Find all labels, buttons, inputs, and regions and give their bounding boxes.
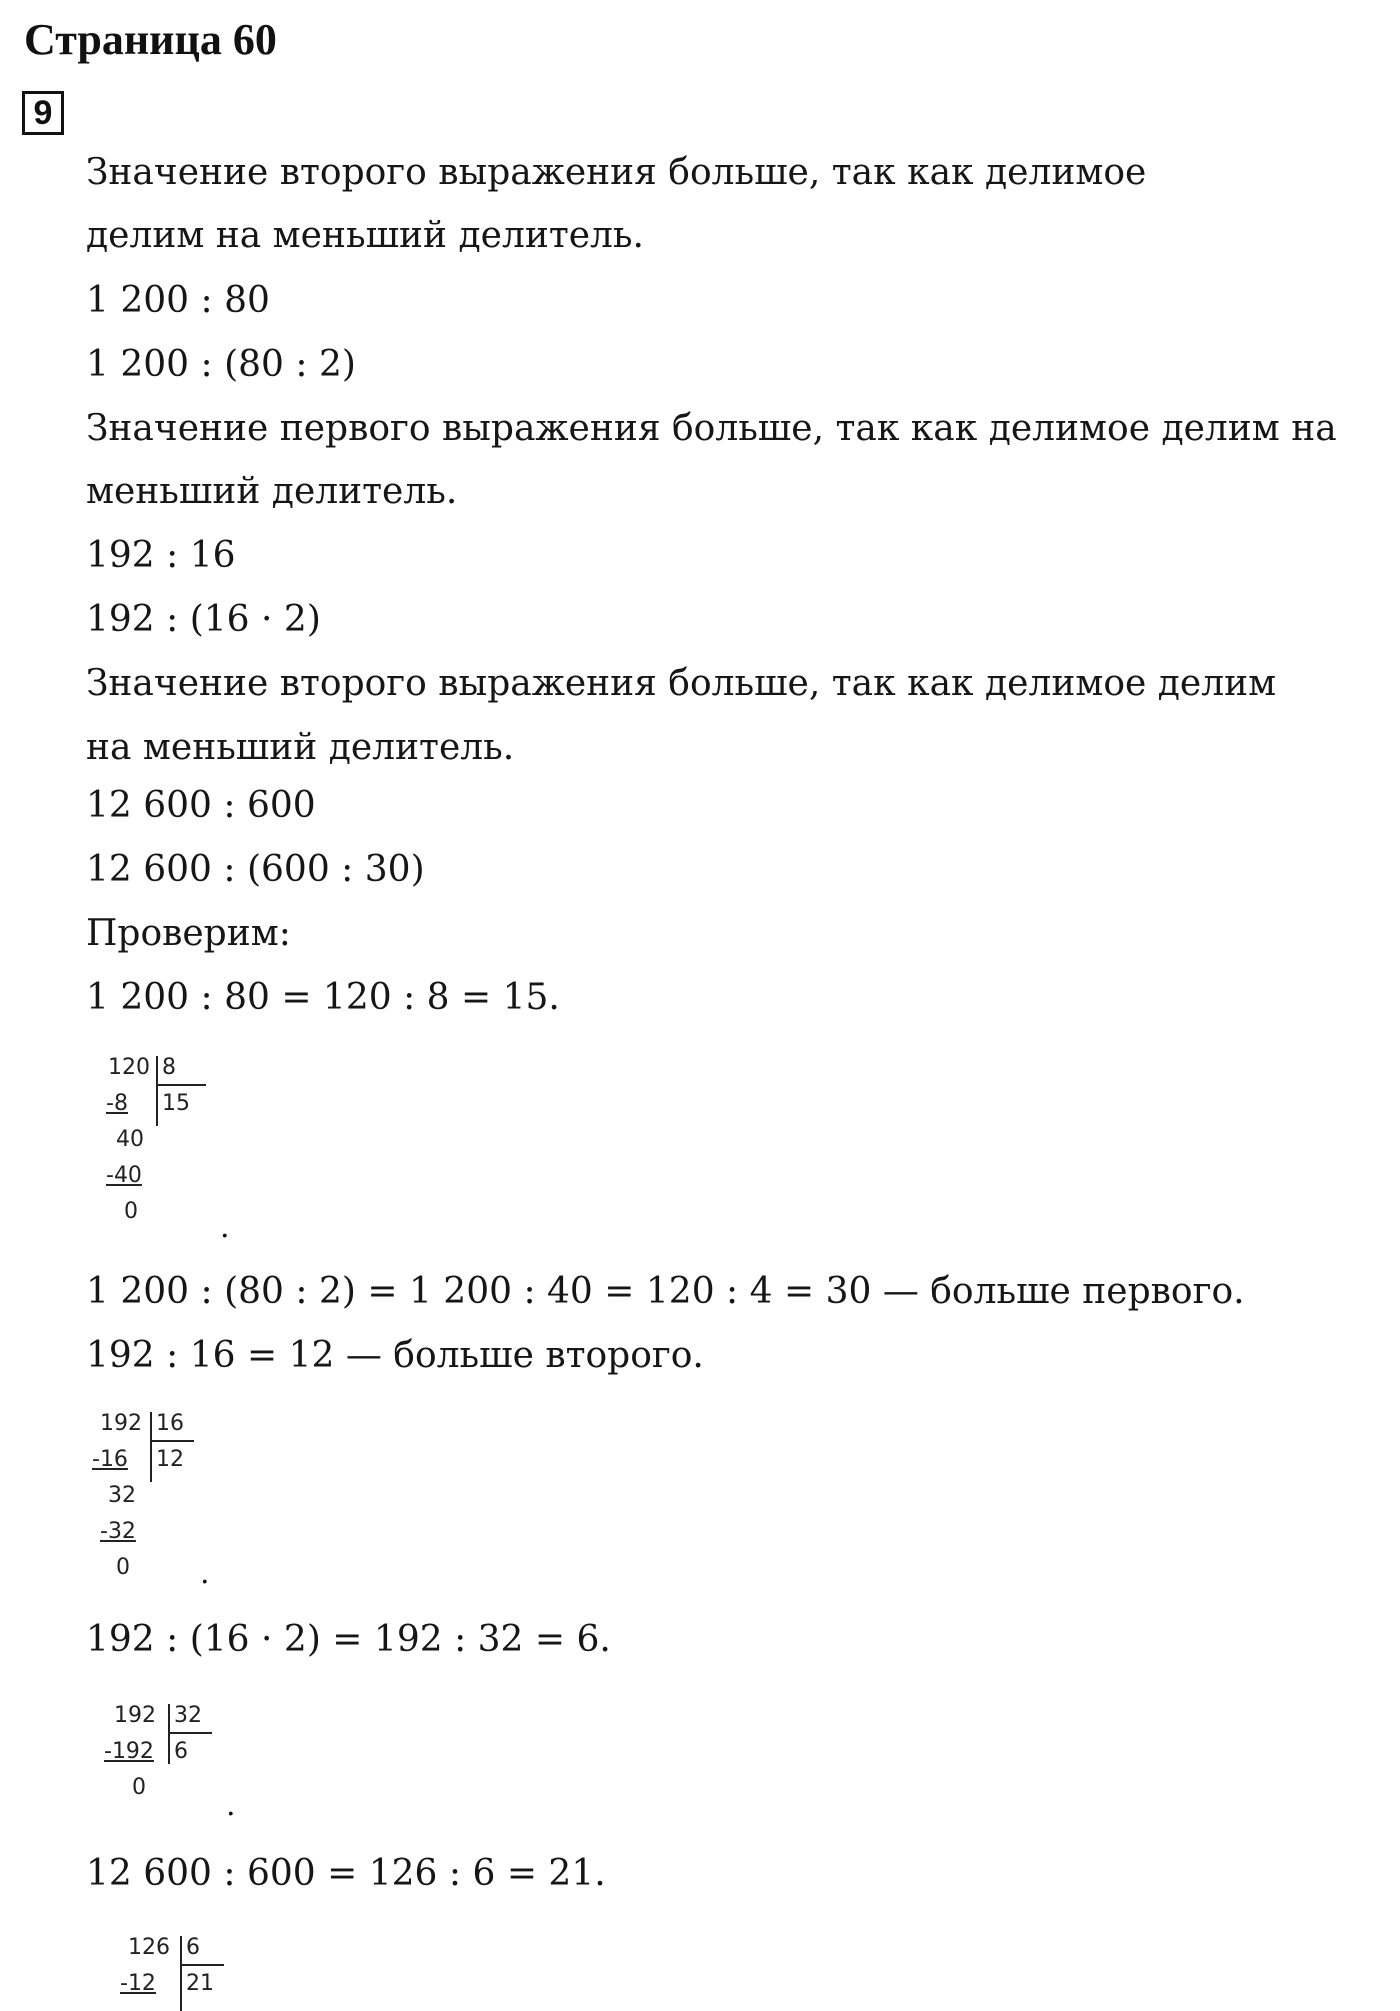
division-quotient: 6 (174, 1739, 188, 1764)
division-remainder: 0 (116, 1555, 130, 1580)
page-title: Страница 60 (24, 15, 277, 64)
division-dividend: 192 (114, 1703, 156, 1728)
division-step: -32 (100, 1519, 136, 1544)
division-step: -192 (104, 1739, 154, 1764)
division-step: -40 (106, 1163, 142, 1188)
expression-line: 12 600 : 600 (86, 785, 316, 826)
expression-line: 1 200 : (80 : 2) (86, 344, 356, 385)
division-divisor-underline (168, 1732, 212, 1734)
division-remainder: 0 (132, 1775, 146, 1800)
text-line: Значение второго выражения больше, так как делимое (86, 152, 1147, 193)
division-vertical-bar (168, 1704, 170, 1764)
expression-line: 192 : (16 · 2) (86, 599, 321, 640)
division-step: 40 (116, 1127, 144, 1152)
equation-line: 12 600 : 600 = 126 : 6 = 21. (86, 1853, 606, 1894)
division-step: -12 (120, 1971, 156, 1996)
period-mark: . (220, 1210, 230, 1245)
division-step: -16 (92, 1447, 128, 1472)
division-quotient: 21 (186, 1971, 214, 1996)
expression-line: 12 600 : (600 : 30) (86, 849, 425, 890)
equation-line: 1 200 : 80 = 120 : 8 = 15. (86, 977, 560, 1018)
division-divisor: 16 (156, 1411, 184, 1436)
equation-line: 1 200 : (80 : 2) = 1 200 : 40 = 120 : 4 = 30 — больше первого. (86, 1271, 1245, 1312)
division-vertical-bar (180, 1936, 182, 2011)
division-dividend: 126 (128, 1935, 170, 1960)
text-line: Проверим: (86, 913, 291, 954)
division-divisor: 8 (162, 1055, 176, 1080)
division-vertical-bar (150, 1412, 152, 1482)
division-step: -8 (106, 1091, 128, 1116)
expression-line: 192 : 16 (86, 535, 236, 576)
division-remainder: 0 (124, 1199, 138, 1224)
text-line: меньший делитель. (86, 471, 458, 512)
equation-line: 192 : 16 = 12 — больше второго. (86, 1335, 704, 1376)
division-step: 32 (108, 1483, 136, 1508)
equation-line: 192 : (16 · 2) = 192 : 32 = 6. (86, 1619, 611, 1660)
division-divisor-underline (156, 1084, 206, 1086)
division-dividend: 120 (108, 1055, 150, 1080)
period-mark: . (226, 1788, 236, 1823)
division-quotient: 15 (162, 1091, 190, 1116)
expression-line: 1 200 : 80 (86, 280, 270, 321)
division-divisor-underline (180, 1964, 224, 1966)
division-dividend: 192 (100, 1411, 142, 1436)
division-quotient: 12 (156, 1447, 184, 1472)
division-vertical-bar (156, 1056, 158, 1126)
text-line: на меньший делитель. (86, 727, 515, 768)
text-line: Значение второго выражения больше, так как делимое делим (86, 663, 1277, 704)
division-divisor: 32 (174, 1703, 202, 1728)
period-mark: . (200, 1556, 210, 1591)
text-line: Значение первого выражения больше, так как делимое делим на (86, 408, 1337, 449)
text-line: делим на меньший делитель. (86, 215, 644, 256)
division-divisor: 6 (186, 1935, 200, 1960)
division-divisor-underline (150, 1440, 194, 1442)
task-number-badge: 9 (22, 91, 64, 135)
